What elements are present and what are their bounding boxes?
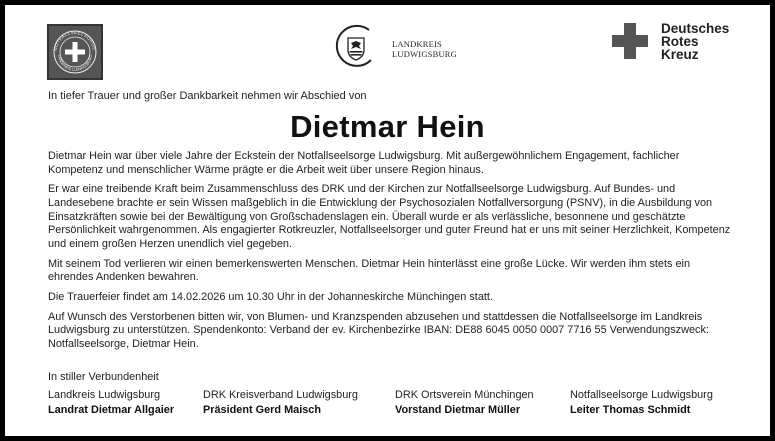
signatory-org: DRK Kreisverband Ludwigsburg <box>203 389 358 401</box>
svg-text:NOTFALLSEELSORGE: NOTFALLSEELSORGE <box>53 29 97 51</box>
drk-wordmark: Deutsches Rotes Kreuz <box>661 21 730 62</box>
closing-line: In stiller Verbundenheit <box>48 371 159 383</box>
notfallseelsorge-emblem-icon <box>49 26 101 78</box>
signatory-org: Landkreis Ludwigsburg <box>48 389 161 401</box>
signatory-org: Notfallseelsorge Ludwigsburg <box>570 389 713 401</box>
paragraph: Dietmar Hein war über viele Jahre der Eckstein der Notfallseelsorge Ludwigsburg. Mit außergewöhnlichem Engagement, fachlicher Kompetenz und menschlicher Wärme prägte er die Arbeit weit über unsere Region hinaus. <box>48 150 680 176</box>
signatory-person: Vorstand Dietmar Müller <box>395 404 521 416</box>
deceased-name: Dietmar Hein <box>290 109 485 144</box>
signatory <box>395 388 534 418</box>
signatory-org: DRK Ortsverein Münchingen <box>395 389 534 401</box>
signatory-person: Präsident Gerd Maisch <box>203 404 322 416</box>
notfallseelsorge-logo <box>47 24 103 80</box>
svg-text:LANDKREIS LUDWIGSBURG: LANDKREIS LUDWIGSBURG <box>56 54 94 73</box>
landkreis-wordmark: LANDKREIS LUDWIGSBURG <box>392 39 458 59</box>
signatory <box>48 388 174 418</box>
signatory <box>570 388 713 418</box>
signatory-person: Landrat Dietmar Allgaier <box>48 404 175 416</box>
red-cross-icon <box>611 22 649 60</box>
paragraph: Mit seinem Tod verlieren wir einen bemerkenswerten Menschen. Dietmar Hein hinterlässt eine große Lücke. Wir werden ihm stets ein ehrendes Andenken bewahren. <box>48 257 691 284</box>
intro-line: In tiefer Trauer und großer Dankbarkeit nehmen wir Abschied von <box>48 90 367 102</box>
drk-logo <box>611 22 741 66</box>
paragraph: Auf Wunsch des Verstorbenen bitten wir, von Blumen- und Kranzspenden abzusehen und stattdessen die Notfallseelsorge im Landkreis Ludwigsburg zu unterstützen. Spendenkonto: Verband der ev. Kirchenbezirke IBAN: DE88 6045 0050 0007 7716 55 Verwendungszweck: Notfallseelsorge, Dietmar Hein. <box>48 310 709 350</box>
signatory <box>203 388 358 418</box>
paragraph: Er war eine treibende Kraft beim Zusammenschluss des DRK und der Kirchen zur Notfallseelsorge Ludwigsburg. Auf Bundes- und Landesebene brachte er sein Wissen maßgeblich in die Entwicklung der Psychosozialen Notfallversorgung (PSNV), in die Ausbildung von Einsatzkräften sowie bei der Bewältigung von Großschadenslagen ein. Überall wurde er als verlässliche, besonnene und geschätzte Persönlichkeit wahrgenommen. Als engagierter Rotkreuzler, Notfallseelsorger und guter Freund hat er uns mit seiner Herzlichkeit, Kompetenz und einem großen Herzen unendlich viel gegeben. <box>48 183 731 250</box>
obituary-notice <box>5 5 770 436</box>
landkreis-coat-of-arms-icon <box>331 22 381 70</box>
obituary-body <box>48 150 735 358</box>
paragraph: Die Trauerfeier findet am 14.02.2026 um 10.30 Uhr in der Johanneskirche Münchingen statt. <box>48 290 493 303</box>
landkreis-ludwigsburg-logo <box>331 22 471 70</box>
signatory-person: Leiter Thomas Schmidt <box>570 404 691 416</box>
